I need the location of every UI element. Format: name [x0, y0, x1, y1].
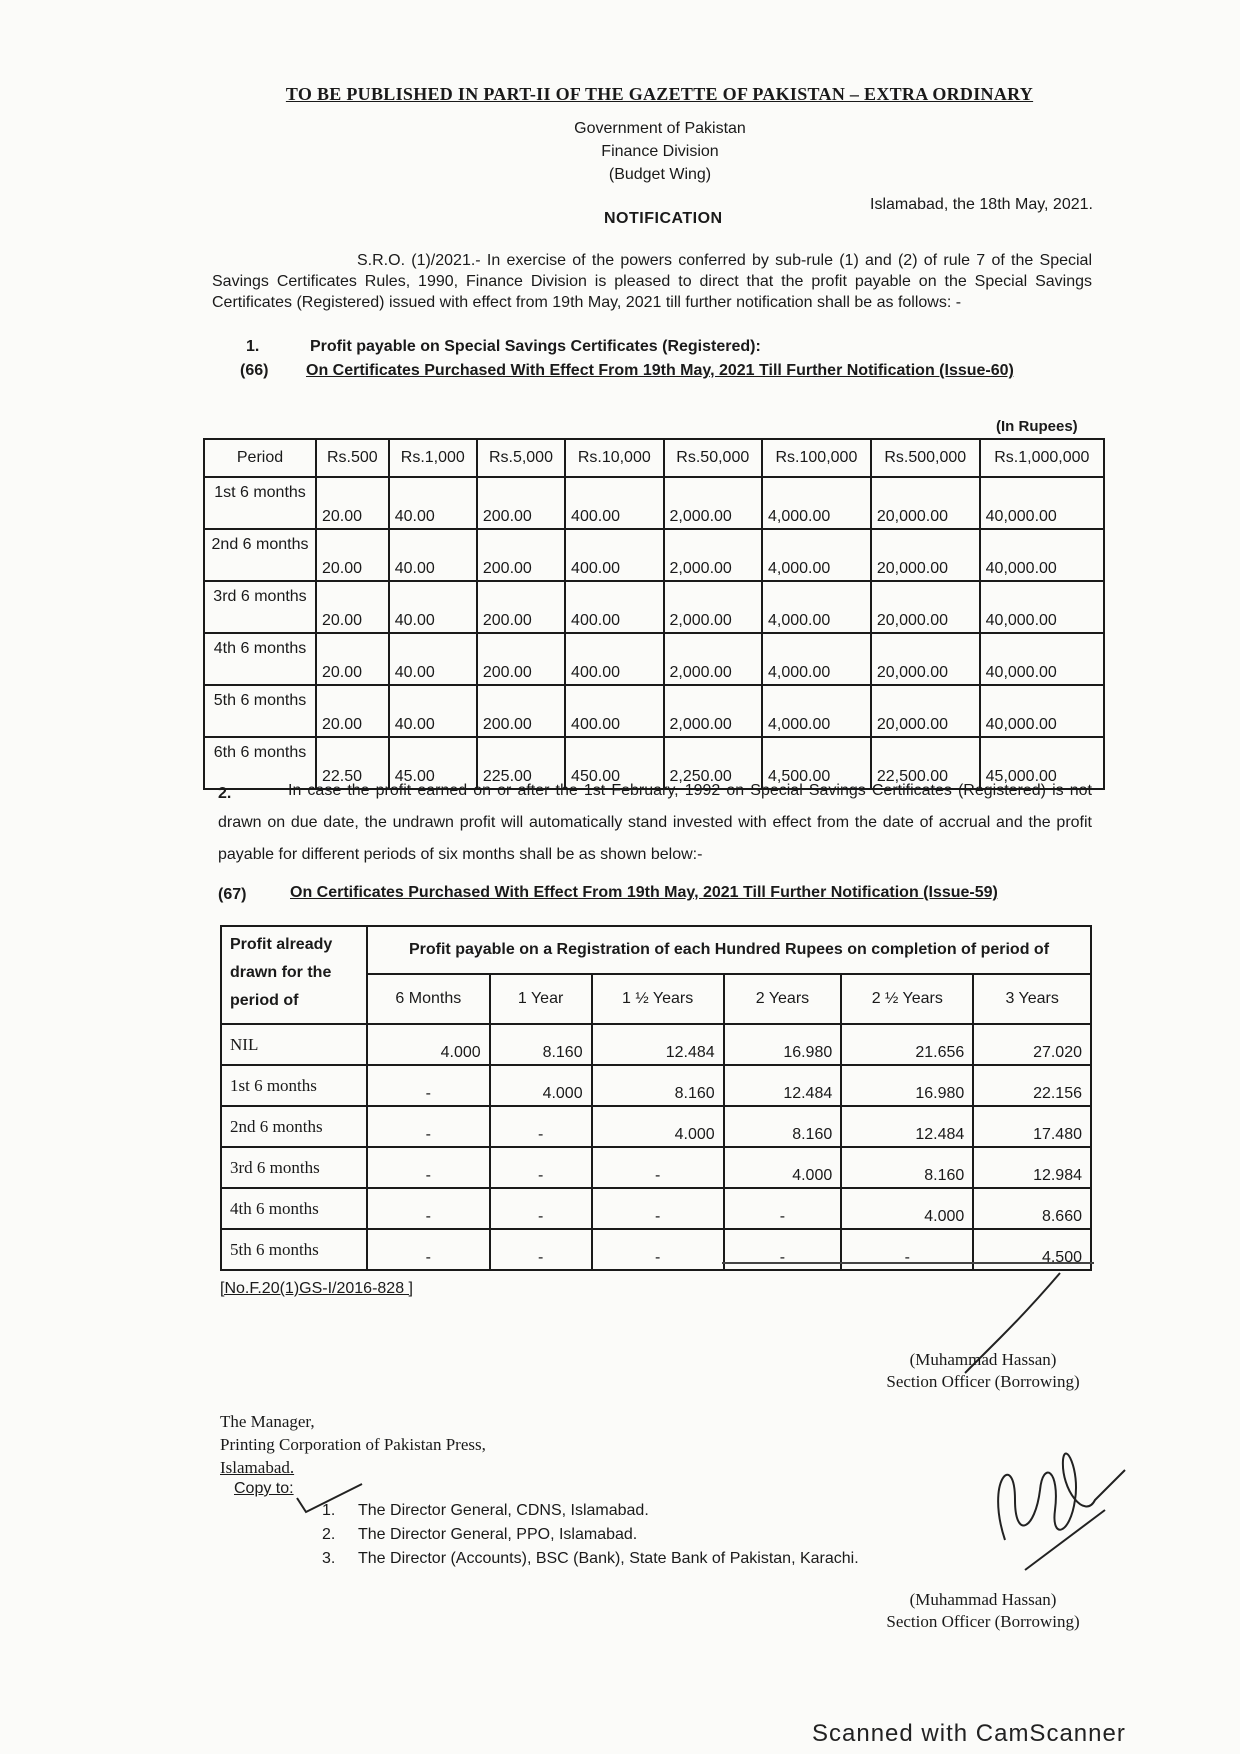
signatory-name-2: (Muhammad Hassan)	[909, 1590, 1057, 1609]
period-cell: 4th 6 months	[204, 633, 316, 685]
drawn-period-cell: 4th 6 months	[221, 1188, 367, 1229]
profit-cell: 40.00	[389, 685, 477, 737]
profit-cell: -	[724, 1229, 842, 1270]
profit-cell: 2,250.00	[664, 737, 762, 789]
profit-cell: 400.00	[565, 685, 663, 737]
drawn-period-header: Profit already drawn for the period of	[221, 926, 367, 1024]
table-row	[204, 581, 1104, 633]
copy-to-label: Copy to:	[234, 1480, 294, 1497]
period-cell: 2nd 6 months	[204, 529, 316, 581]
notification-heading: NOTIFICATION	[604, 210, 723, 227]
profit-table-issue-60	[203, 438, 1105, 790]
section2-number: 2.	[218, 785, 232, 802]
column-header: Rs.1,000	[389, 439, 477, 477]
profit-cell: 20,000.00	[871, 581, 980, 633]
date-line: Islamabad, the 18th May, 2021.	[870, 196, 1093, 213]
table-header-row	[204, 439, 1104, 477]
table-row	[204, 685, 1104, 737]
file-reference: [No.F.20(1)GS-I/2016-828 ]	[220, 1280, 413, 1297]
profit-cell: 20,000.00	[871, 477, 980, 529]
section2-subheading: On Certificates Purchased With Effect From 19th May, 2021 Till Further Notification (Issue-59)	[290, 884, 998, 901]
profit-cell: -	[367, 1147, 490, 1188]
drawn-period-cell: 3rd 6 months	[221, 1147, 367, 1188]
column-header: Period	[204, 439, 316, 477]
table-row	[221, 1147, 1091, 1188]
addressee-line-1: The Manager,	[220, 1412, 315, 1431]
profit-cell: 4,000.00	[762, 581, 871, 633]
profit-cell: 4.000	[490, 1065, 592, 1106]
profit-cell: 8.160	[490, 1024, 592, 1065]
profit-cell: 2,000.00	[664, 685, 762, 737]
profit-cell: 200.00	[477, 529, 565, 581]
government-line: Government of Pakistan	[574, 120, 746, 137]
signatory-name: (Muhammad Hassan)	[909, 1350, 1057, 1369]
signatory-title: Section Officer (Borrowing)	[886, 1372, 1080, 1391]
profit-cell: -	[841, 1229, 973, 1270]
profit-cell: 20.00	[316, 581, 389, 633]
column-header: Rs.500,000	[871, 439, 980, 477]
profit-cell: 400.00	[565, 477, 663, 529]
profit-cell: 20.00	[316, 529, 389, 581]
profit-cell: 8.160	[724, 1106, 842, 1147]
drawn-period-cell: NIL	[221, 1024, 367, 1065]
profit-cell: 22,500.00	[871, 737, 980, 789]
profit-cell: 20,000.00	[871, 633, 980, 685]
column-header: 2 ½ Years	[841, 974, 973, 1024]
profit-cell: 40,000.00	[980, 581, 1104, 633]
division-line: Finance Division	[601, 143, 719, 160]
profit-cell: 450.00	[565, 737, 663, 789]
profit-cell: -	[367, 1065, 490, 1106]
column-header: Rs.50,000	[664, 439, 762, 477]
table-group-header-row	[221, 926, 1091, 974]
period-cell: 3rd 6 months	[204, 581, 316, 633]
profit-cell: 400.00	[565, 581, 663, 633]
copy-to-list	[322, 1502, 859, 1574]
period-cell: 5th 6 months	[204, 685, 316, 737]
profit-cell: 4,000.00	[762, 529, 871, 581]
table-row	[204, 529, 1104, 581]
profit-cell: 40,000.00	[980, 633, 1104, 685]
profit-cell: 12.484	[841, 1106, 973, 1147]
profit-cell: 20.00	[316, 685, 389, 737]
section2-paragraph: In case the profit earned on or after the 1st February, 1992 on Special Savings Certificates (Registered) is not drawn on due date, the undrawn profit will automatically stand invested with effect from the date of accrual and the profit payable for different periods of six months shall be as shown below:-	[218, 782, 1092, 863]
profit-cell: 4.000	[367, 1024, 490, 1065]
column-header: Rs.5,000	[477, 439, 565, 477]
profit-cell: 8.160	[841, 1147, 973, 1188]
table-row	[204, 477, 1104, 529]
profit-cell: 200.00	[477, 477, 565, 529]
column-header: 6 Months	[367, 974, 490, 1024]
scanner-watermark: Scanned with CamScanner	[812, 1720, 1126, 1747]
profit-cell: 45,000.00	[980, 737, 1104, 789]
reinvestment-profit-table-issue-59	[220, 925, 1092, 1271]
profit-cell: 12.984	[973, 1147, 1091, 1188]
column-header: Rs.10,000	[565, 439, 663, 477]
addressee-line-2: Printing Corporation of Pakistan Press,	[220, 1435, 486, 1454]
profit-cell: 200.00	[477, 633, 565, 685]
profit-cell: 22.50	[316, 737, 389, 789]
drawn-period-cell: 2nd 6 months	[221, 1106, 367, 1147]
column-header: Rs.1,000,000	[980, 439, 1104, 477]
table-row	[221, 1065, 1091, 1106]
profit-cell: -	[367, 1106, 490, 1147]
table-row	[221, 1106, 1091, 1147]
profit-cell: 20.00	[316, 633, 389, 685]
profit-cell: -	[367, 1229, 490, 1270]
profit-cell: 40.00	[389, 529, 477, 581]
profit-cell: -	[592, 1147, 724, 1188]
column-header: 1 Year	[490, 974, 592, 1024]
profit-cell: 2,000.00	[664, 477, 762, 529]
profit-cell: 20,000.00	[871, 685, 980, 737]
profit-cell: 21.656	[841, 1024, 973, 1065]
profit-cell: -	[490, 1147, 592, 1188]
profit-cell: -	[724, 1188, 842, 1229]
profit-cell: 4,000.00	[762, 685, 871, 737]
column-header: 1 ½ Years	[592, 974, 724, 1024]
list-item: 3. The Director (Accounts), BSC (Bank), State Bank of Pakistan, Karachi.	[322, 1550, 859, 1567]
signatory-title-2: Section Officer (Borrowing)	[886, 1612, 1080, 1631]
profit-cell: 40,000.00	[980, 529, 1104, 581]
profit-cell: 2,000.00	[664, 529, 762, 581]
profit-cell: -	[367, 1188, 490, 1229]
profit-cell: 22.156	[973, 1065, 1091, 1106]
section1-heading: Profit payable on Special Savings Certificates (Registered):	[310, 338, 761, 355]
profit-cell: 20,000.00	[871, 529, 980, 581]
profit-cell: -	[592, 1188, 724, 1229]
section1-subnumber: (66)	[240, 362, 269, 379]
profit-cell: 40.00	[389, 477, 477, 529]
profit-cell: -	[592, 1229, 724, 1270]
profit-cell: 12.484	[592, 1024, 724, 1065]
list-item: 2. The Director General, PPO, Islamabad.	[322, 1526, 638, 1543]
table-row	[221, 1188, 1091, 1229]
profit-cell: -	[490, 1106, 592, 1147]
profit-cell: 2,000.00	[664, 633, 762, 685]
profit-cell: 8.660	[973, 1188, 1091, 1229]
profit-cell: 12.484	[724, 1065, 842, 1106]
profit-cell: 40.00	[389, 633, 477, 685]
profit-cell: 400.00	[565, 633, 663, 685]
profit-cell: 8.160	[592, 1065, 724, 1106]
profit-cell: 4,500.00	[762, 737, 871, 789]
profit-cell: 4.500	[973, 1229, 1091, 1270]
profit-cell: 4.000	[592, 1106, 724, 1147]
column-header: Rs.100,000	[762, 439, 871, 477]
wing-line: (Budget Wing)	[608, 166, 712, 183]
profit-cell: 16.980	[841, 1065, 973, 1106]
profit-cell: 16.980	[724, 1024, 842, 1065]
intro-paragraph: S.R.O. (1)/2021.- In exercise of the powers conferred by sub-rule (1) and (2) of rule 7 of the Special Savings Certificates Rules, 1990, Finance Division is pleased to direct that the profit payable on the Special Savings Certificates (Registered) issued with effect from 19th May, 2021 till further notification shall be as follows: -	[212, 252, 1092, 311]
profit-cell: 200.00	[477, 581, 565, 633]
profit-cell: -	[490, 1229, 592, 1270]
profit-cell: 225.00	[477, 737, 565, 789]
profit-cell: 20.00	[316, 477, 389, 529]
profit-cell: 40,000.00	[980, 477, 1104, 529]
profit-cell: 4.000	[841, 1188, 973, 1229]
profit-cell: 200.00	[477, 685, 565, 737]
divider	[722, 1262, 1094, 1264]
column-header: 2 Years	[724, 974, 842, 1024]
profit-cell: 4.000	[724, 1147, 842, 1188]
table-row	[204, 633, 1104, 685]
section2-subnumber: (67)	[218, 886, 247, 903]
profit-cell: 27.020	[973, 1024, 1091, 1065]
profit-group-header: Profit payable on a Registration of each Hundred Rupees on completion of period of	[367, 926, 1091, 974]
list-item: 1. The Director General, CDNS, Islamabad.	[322, 1502, 649, 1519]
period-cell: 6th 6 months	[204, 737, 316, 789]
section1-number: 1.	[246, 338, 260, 355]
table-row	[221, 1024, 1091, 1065]
profit-cell: 17.480	[973, 1106, 1091, 1147]
section1-subheading: On Certificates Purchased With Effect From 19th May, 2021 Till Further Notification (Issue-60)	[306, 362, 1014, 379]
gazette-title: TO BE PUBLISHED IN PART-II OF THE GAZETTE OF PAKISTAN – EXTRA ORDINARY	[285, 84, 1034, 104]
profit-cell: 400.00	[565, 529, 663, 581]
profit-cell: 2,000.00	[664, 581, 762, 633]
column-header: 3 Years	[973, 974, 1091, 1024]
addressee-line-3: Islamabad.	[220, 1458, 295, 1477]
profit-cell: 45.00	[389, 737, 477, 789]
profit-cell: -	[490, 1188, 592, 1229]
unit-note: (In Rupees)	[996, 418, 1078, 435]
handwritten-signature	[985, 1440, 1135, 1590]
drawn-period-cell: 1st 6 months	[221, 1065, 367, 1106]
profit-cell: 4,000.00	[762, 477, 871, 529]
period-cell: 1st 6 months	[204, 477, 316, 529]
drawn-period-cell: 5th 6 months	[221, 1229, 367, 1270]
profit-cell: 4,000.00	[762, 633, 871, 685]
column-header: Rs.500	[316, 439, 389, 477]
profit-cell: 40,000.00	[980, 685, 1104, 737]
profit-cell: 40.00	[389, 581, 477, 633]
